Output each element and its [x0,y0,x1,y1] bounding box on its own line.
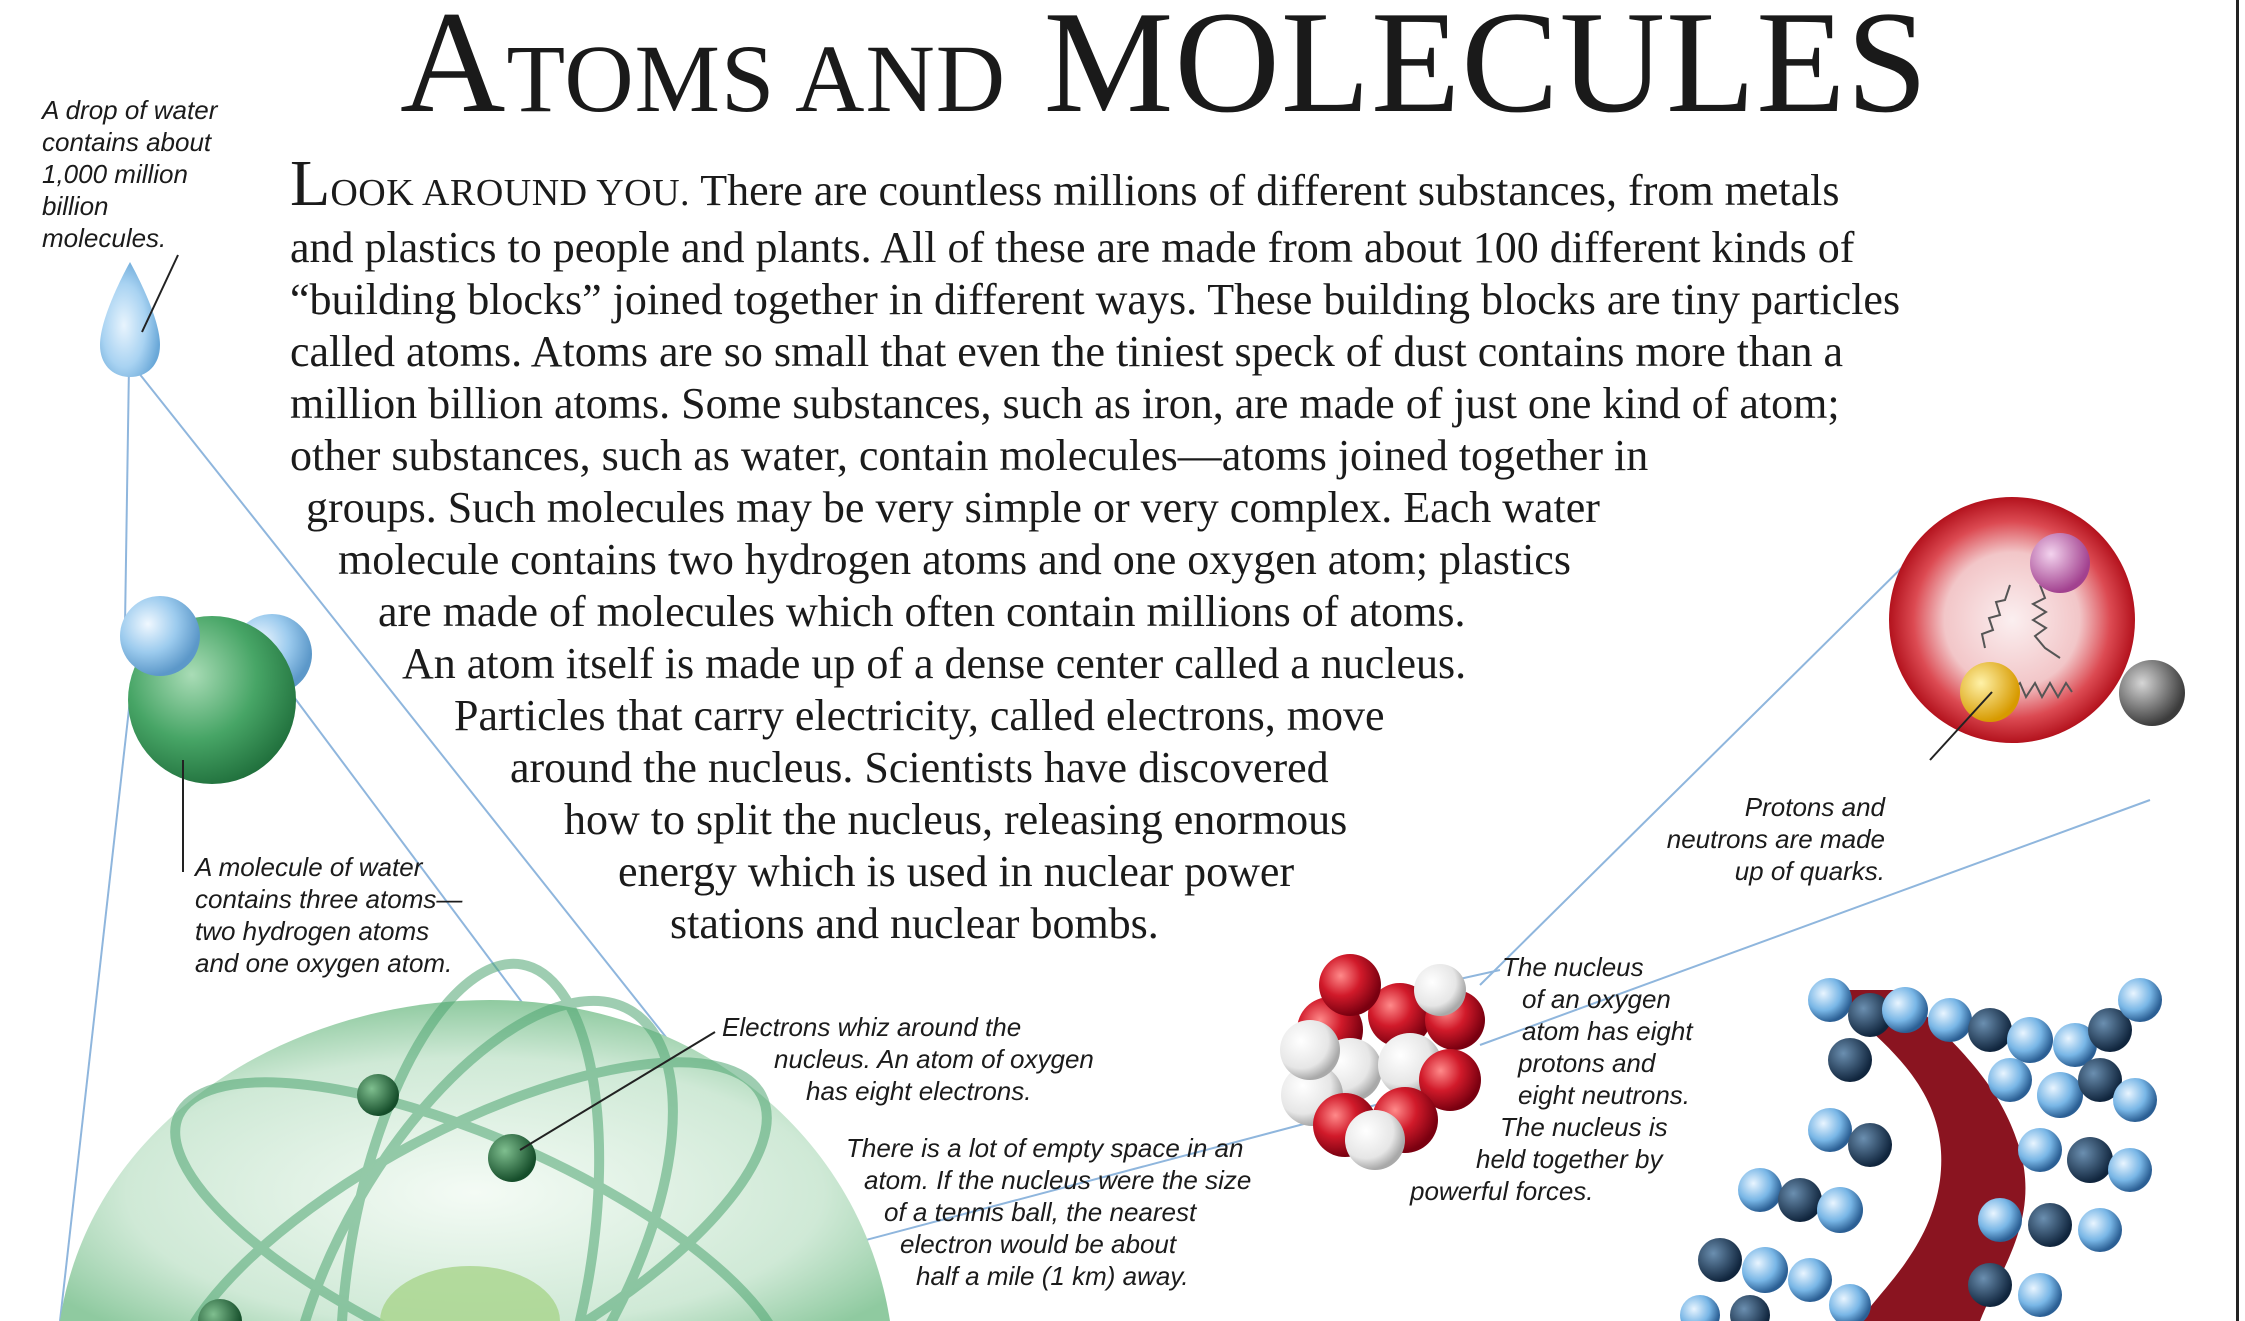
intro-line-14: energy which is used in nuclear power [618,847,1295,896]
caption-line: held together by [1476,1144,1663,1174]
intro-line-8: molecule contains two hydrogen atoms and one oxygen atom; plastics [338,535,1571,584]
intro-line-6: other substances, such as water, contain molecules—atoms joined together in [290,431,1649,480]
intro-smallcaps: OOK AROUND YOU. [330,172,691,214]
intro-line-12: around the nucleus. Scientists have discovered [510,743,1329,792]
caption-line: There is a lot of empty space in an [846,1133,1244,1163]
intro-line-15: stations and nuclear bombs. [670,899,1159,948]
caption-line: protons and [1518,1048,1656,1078]
dna-molecule-icon [1680,975,2162,1321]
quark-sphere-icon [1889,497,2185,760]
caption-line: neutrons are made [1666,824,1885,854]
caption-line: A drop of water [42,95,218,125]
caption-quarks [1648,791,1885,887]
intro-line-13: how to split the nucleus, releasing enormous [564,795,1348,844]
intro-line-11: Particles that carry electricity, called electrons, move [454,691,1385,740]
intro-dropcap: L [290,147,331,220]
caption-line: eight neutrons. [1518,1080,1691,1110]
caption-empty-space [846,1132,1251,1292]
intro-line-1 [290,147,1840,220]
caption-nucleus [1410,951,1693,1207]
caption-line: Electrons whiz around the [722,1012,1022,1042]
caption-line: contains three atoms— [195,884,463,914]
caption-line: of an oxygen [1522,984,1671,1014]
caption-line: two hydrogen atoms [195,916,430,946]
caption-water-drop [42,94,217,254]
caption-line: billion [42,191,109,221]
oxygen-atom-icon [60,940,890,1321]
caption-electrons [722,1011,1094,1107]
page-title [400,0,1929,146]
caption-line: The nucleus [1502,952,1644,982]
caption-line: A molecule of water [195,852,423,882]
caption-line: powerful forces. [1410,1176,1594,1206]
caption-line: up of quarks. [1734,856,1885,886]
caption-line: electron would be about [900,1229,1177,1259]
caption-line: 1,000 million [42,159,188,189]
caption-line: atom has eight [1522,1016,1693,1046]
caption-line: half a mile (1 km) away. [916,1261,1189,1291]
caption-line: and one oxygen atom. [195,948,453,978]
intro-line-5: million billion atoms. Some substances, such as iron, are made of just one kind of atom; [290,379,1840,428]
title-first-rest: TOMS [506,25,776,132]
page-edge-rule [2236,0,2239,1321]
caption-line: contains about [42,127,212,157]
intro-line-7: groups. Such molecules may be very simple or very complex. Each water [306,483,1600,532]
caption-line: molecules. [42,223,167,253]
intro-line-4: called atoms. Atoms are so small that even the tiniest speck of dust contains more than a [290,327,1844,376]
intro-line-1-rest: There are countless millions of different substances, from metals [690,166,1840,215]
caption-line: has eight electrons. [806,1076,1032,1106]
water-drop-icon [100,255,178,377]
caption-line: atom. If the nucleus were the size [864,1165,1252,1195]
caption-water-molecule [195,851,462,979]
intro-line-9: are made of molecules which often contain millions of atoms. [378,587,1466,636]
intro-line-10: An atom itself is made up of a dense center called a nucleus. [402,639,1467,688]
caption-line: nucleus. An atom of oxygen [774,1044,1094,1074]
intro-line-2: and plastics to people and plants. All of these are made from about 100 different kinds of [290,223,1855,272]
caption-line: Protons and [1744,792,1885,822]
title-and: AND [795,25,1007,132]
caption-line: The nucleus is [1500,1112,1668,1142]
title-first-cap: A [400,0,507,143]
caption-line: of a tennis ball, the nearest [884,1197,1197,1227]
water-molecule-icon [120,596,312,872]
intro-line-3: “building blocks” joined together in different ways. These building blocks are tiny particles [290,275,1901,324]
title-second: MOLECULES [1043,0,1929,143]
